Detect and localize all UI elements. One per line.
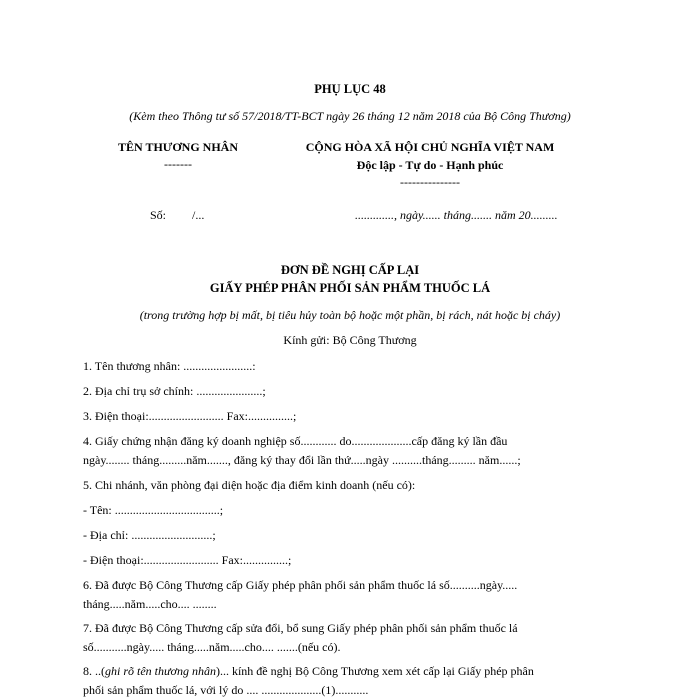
merchant-divider: -------	[164, 157, 192, 171]
item-5-branch: 5. Chi nhánh, văn phòng đại diện hoặc địa điểm kinh doanh (nếu có):	[83, 478, 416, 492]
document-number-value: /...	[192, 208, 205, 222]
recipient-line: Kính gửi: Bộ Công Thương	[283, 333, 417, 347]
item-7-amendment-line2: số...........ngày..... tháng.....năm.....cho.... .......(nếu có).	[83, 640, 341, 654]
item-4-business-registration-line2: ngày........ tháng.........năm......., đăng ký thay đổi lần thứ.....ngày ..........tháng......... năm......;	[83, 453, 521, 467]
item-8-suffix: )... kính đề nghị Bộ Công Thương xem xét cấp lại Giấy phép phân	[215, 664, 534, 678]
item-5-branch-name: - Tên: ...................................;	[83, 503, 224, 517]
document-number-label: Số:	[150, 208, 167, 222]
item-5-branch-address: - Địa chỉ: ...........................;	[83, 528, 216, 542]
form-title-line1: ĐƠN ĐỀ NGHỊ CẤP LẠI	[280, 263, 420, 277]
item-4-business-registration-line1: 4. Giấy chứng nhận đăng ký doanh nghiệp số............ do....................cấp đăng ký lần đầu	[83, 434, 508, 448]
appendix-title: PHỤ LỤC 48	[314, 82, 386, 96]
item-2-head-office: 2. Địa chỉ trụ sở chính: ......................;	[83, 384, 266, 398]
merchant-name-heading: TÊN THƯƠNG NHÂN	[117, 140, 238, 154]
item-6-license-line2: tháng.....năm.....cho.... ........	[83, 597, 217, 611]
legal-reference: (Kèm theo Thông tư số 57/2018/TT-BCT ngày 26 tháng 12 năm 2018 của Bộ Công Thương)	[129, 109, 571, 123]
item-6-license-line1: 6. Đã được Bộ Công Thương cấp Giấy phép phân phối sản phẩm thuốc lá số..........ngày.....	[83, 578, 518, 592]
item-7-amendment-line1: 7. Đã được Bộ Công Thương cấp sửa đổi, bổ sung Giấy phép phân phối sản phẩm thuốc lá	[83, 621, 518, 635]
republic-heading: CỘNG HÒA XÃ HỘI CHỦ NGHĨA VIỆT NAM	[305, 140, 555, 154]
national-motto: Độc lập - Tự do - Hạnh phúc	[356, 158, 504, 172]
item-1-merchant-name: 1. Tên thương nhân: .......................:	[83, 359, 256, 373]
form-title-line2: GIẤY PHÉP PHÂN PHỐI SẢN PHẨM THUỐC LÁ	[209, 281, 491, 295]
item-8-prefix: 8. ..(	[83, 664, 105, 678]
item-5-branch-phone-fax: - Điện thoại:......................... Fax:...............;	[83, 553, 292, 567]
item-8-merchant-placeholder: ghi rõ tên thương nhân	[105, 664, 216, 678]
item-8-request-line1	[83, 664, 534, 678]
motto-divider: ---------------	[400, 175, 460, 189]
item-3-phone-fax: 3. Điện thoại:......................... Fax:...............;	[83, 409, 297, 423]
form-title-note: (trong trường hợp bị mất, bị tiêu hủy toàn bộ hoặc một phần, bị rách, nát hoặc bị cháy)	[139, 308, 561, 322]
document-date-line: ............., ngày...... tháng....... năm 20.........	[355, 208, 558, 222]
item-8-request-line2: phối sản phẩm thuốc lá, với lý do .... ....................(1)...........	[83, 683, 369, 697]
